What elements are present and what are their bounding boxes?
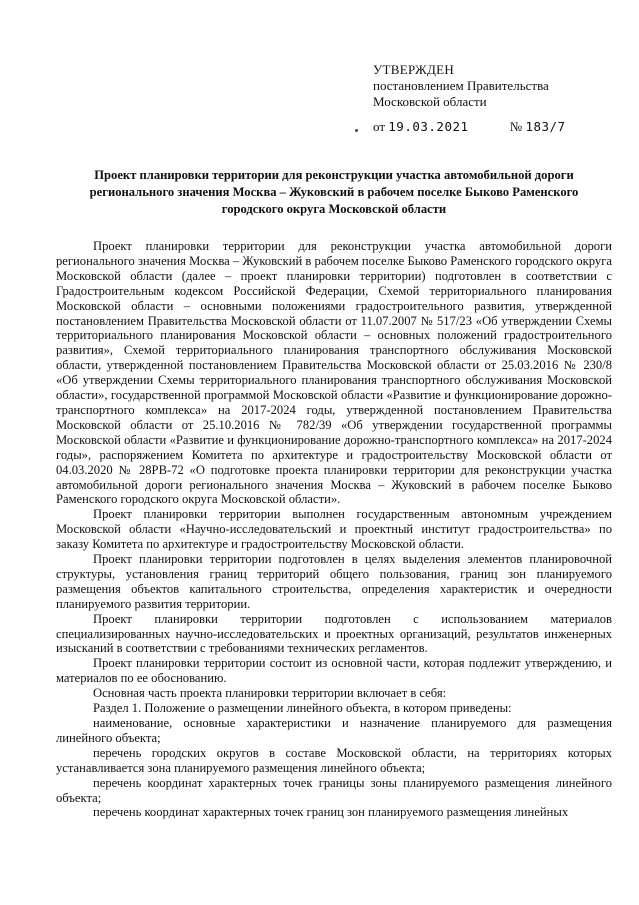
paragraph: Раздел 1. Положение о размещении линейного объекта, в котором приведены: [93,701,512,716]
paragraph: перечень городских округов в составе Московской области, на территориях которых устанавливается зона планируемого размещения линейного объекта; [56,745,612,775]
paragraph: перечень координат характерных точек границы зоны планируемого размещения линейного объекта; [56,775,612,805]
decree-number: 183/7 [525,119,566,134]
decree-date: 19.03.2021 [388,119,469,134]
paragraph: Основная часть проекта планировки территории включает в себя: [93,686,447,701]
paragraph: наименование, основные характеристики и назначение планируемого для размещения линейного объекта; [56,716,612,745]
paragraph: перечень координат характерных точек границ зон планируемого размещения линейных [93,805,569,820]
decree-reference [373,119,566,135]
approval-stamp [373,62,549,110]
paragraph: Проект планировки территории для реконструкции участка автомобильной дороги регионального значения Москва – Жуковский в рабочем поселке Быково Раменского городского округа Московской области (далее – проект планировки территории) подготовлен в соответствии с Градостроительным кодексом Российской Федерации, Схемой территориального планирования Московской области – основными положениями градостроительного развития, утвержденной постановлением Правительства Московской области от 11.07.2007 № 517/23 «Об утверждении Схемы территориального планирования Московской области – основных положений градостроительного развития», Схемой территориального планирования транспортного обслуживания Московской области, утвержденной постановлением Правительства Московской области от 25.03.2016 № 230/8 «Об утверждении Схемы территориального планирования транспортного обслуживания Московской области», государственной программой Московской области «Развитие и функционирование дорожно-транспортного комплекса» на 2017-2024 годы, утвержденной постановлением Правительства Московской области от 25.10.2016 № 782/39 «Об утверждении государственной программы Московской области «Развитие и функционирование дорожно-транспортного комплекса» на 2017-2024 годы», распоряжением Комитета по архитектуре и градостроительству Московской области от 04.03.2020 № 28РВ-72 «О подготовке проекта планировки территории для реконструкции участка автомобильной дороги регионального значения Москва – Жуковский в рабочем поселке Быково Раменского городского округа Московской области». [56,239,612,507]
decree-number-label: № [509,119,523,134]
paragraph: Проект планировки территории подготовлен в целях выделения элементов планировочной структуры, установления границ территорий общего пользования, границ зон планируемого размещения объектов капитального строительства, определения характеристик и очередности планируемого развития территории. [56,552,612,611]
paragraph: Проект планировки территории выполнен государственным автономным учреждением Московской области «Научно-исследовательский и проектный институт градостроительства» по заказу Комитета по архитектуре и градостроительству Московской области. [56,507,612,552]
ink-dot [355,129,358,132]
document-title: Проект планировки территории для реконструкции участка автомобильной дороги регионального значения Москва – Жуковский в рабочем поселке Быково Раменского городского округа Московской области [89,168,579,216]
document-body [56,239,612,820]
approval-title: УТВЕРЖДЕН [373,62,455,77]
approval-line-1: постановлением Правительства [373,78,549,93]
approval-line-2: Московской области [373,94,487,109]
paragraph: Проект планировки территории подготовлен с использованием материалов специализированных научно-исследовательских и проектных организаций, результатов инженерных изысканий в соответствии с требованиями технических регламентов. [56,611,612,656]
paragraph: Проект планировки территории состоит из основной части, которая подлежит утверждению, и материалов по ее обоснованию. [56,656,612,686]
decree-from-label: от [373,119,386,134]
